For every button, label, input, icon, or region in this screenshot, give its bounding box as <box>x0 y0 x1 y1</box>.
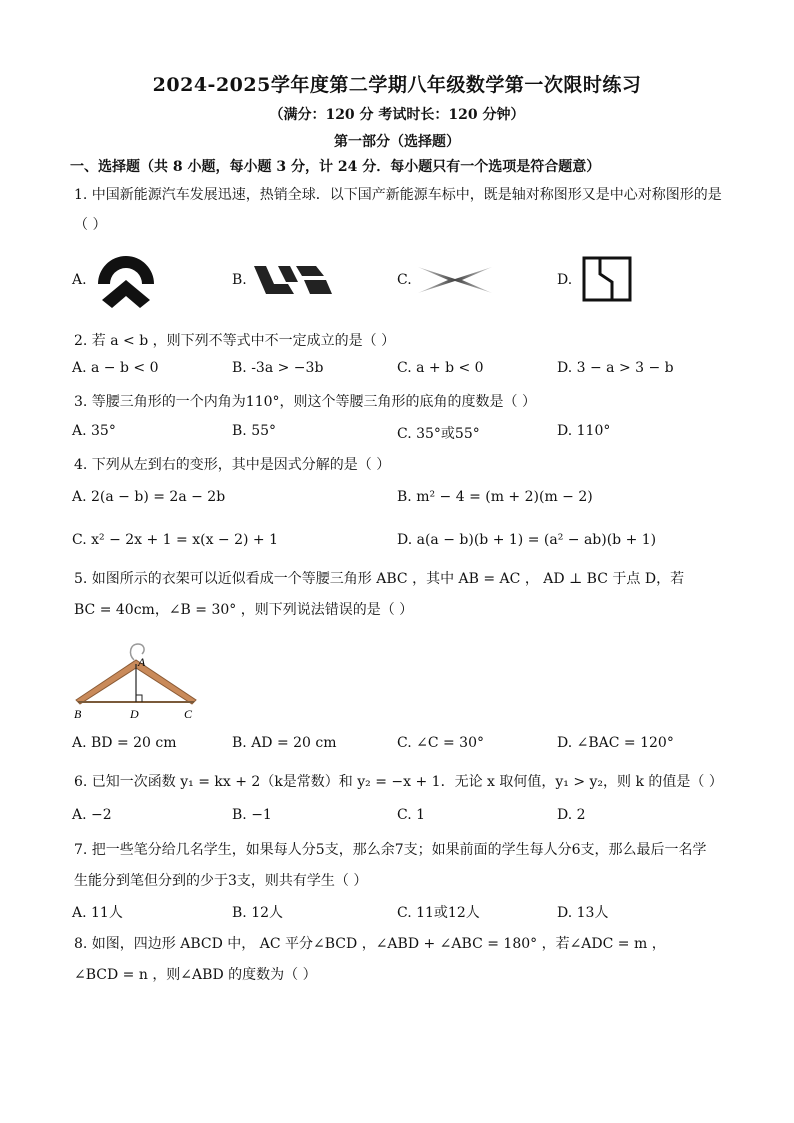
q1-option-c: C. <box>397 272 412 288</box>
q6-option-d: D. 2 <box>557 807 586 823</box>
q5-option-a: A. BD = 20 cm <box>72 735 177 751</box>
q3-stem: 3. 等腰三角形的一个内角为110°，则这个等腰三角形的底角的度数是（ ） <box>74 394 536 410</box>
q6-stem: 6. 已知一次函数 y₁ = kx + 2（k是常数）和 y₂ = −x + 1．无论 x 取何值，y₁ > y₂，则 k 的值是（ ） <box>74 774 723 790</box>
q7-stem-cont: 生能分到笔但分到的少于3支，则共有学生（ ） <box>74 873 368 889</box>
q6-option-a: A. −2 <box>72 807 112 823</box>
q5-option-c: C. ∠C = 30° <box>397 735 485 751</box>
q1-option-a: A. <box>72 272 87 288</box>
q1-stem-cont: （ ） <box>74 217 107 233</box>
q3-option-d: D. 110° <box>557 423 611 439</box>
q5-option-d: D. ∠BAC = 120° <box>557 735 674 751</box>
score-info: （满分：120 分 考试时长：120 分钟） <box>269 107 525 123</box>
q4-option-a: A. 2(a − b) = 2a − 2b <box>72 489 226 505</box>
q4-stem: 4. 下列从左到右的变形，其中是因式分解的是（ ） <box>74 457 391 473</box>
hanger-figure <box>72 640 202 728</box>
q8-stem: 8. 如图，四边形 ABCD 中， AC 平分∠BCD ，∠ABD + ∠ABC = 180° ，若∠ADC = m ， <box>74 936 666 952</box>
q5-option-b: B. AD = 20 cm <box>232 735 337 751</box>
q1-option-b: B. <box>232 272 247 288</box>
q2-option-b: B. -3a > −3b <box>232 360 324 376</box>
label-d: D <box>130 707 139 721</box>
q4-option-b: B. m² − 4 = (m + 2)(m − 2) <box>397 489 593 505</box>
label-a: A <box>138 655 146 669</box>
q2-option-c: C. a + b < 0 <box>397 360 484 376</box>
q7-option-c: C. 11或12人 <box>397 905 480 921</box>
q6-option-b: B. −1 <box>232 807 272 823</box>
q1-stem: 1. 中国新能源汽车发展迅速，热销全球．以下国产新能源车标中，既是轴对称图形又是中心对称图形的是 <box>74 187 722 203</box>
q8-stem-cont: ∠BCD = n ，则∠ABD 的度数为（ ） <box>74 967 317 983</box>
square-logo-icon <box>582 256 632 306</box>
q2-option-d: D. 3 − a > 3 − b <box>557 360 674 376</box>
q2-stem: 2. 若 a < b ，则下列不等式中不一定成立的是（ ） <box>74 333 396 349</box>
q7-option-d: D. 13人 <box>557 905 609 921</box>
exam-title: 2024-2025学年度第二学期八年级数学第一次限时练习 <box>152 74 642 96</box>
label-b: B <box>74 707 82 721</box>
q7-option-b: B. 12人 <box>232 905 284 921</box>
q5-stem: 5. 如图所示的衣架可以近似看成一个等腰三角形 ABC ，其中 AB = AC ， AD ⊥ BC 于点 D，若 <box>74 571 685 587</box>
q3-option-c: C. 35°或55° <box>397 426 480 442</box>
q7-stem: 7. 把一些笔分给几名学生，如果每人分5支，那么余7支；如果前面的学生每人分6支，那么最后一名学 <box>74 842 707 858</box>
q1-option-d: D. <box>557 272 573 288</box>
q4-option-c: C. x² − 2x + 1 = x(x − 2) + 1 <box>72 532 279 548</box>
q5-stem-cont: BC = 40cm，∠B = 30° ，则下列说法错误的是（ ） <box>74 602 414 618</box>
q7-option-a: A. 11人 <box>72 905 123 921</box>
lynk-logo-icon <box>254 264 332 298</box>
part-heading: 第一部分（选择题） <box>334 134 460 150</box>
q3-option-b: B. 55° <box>232 423 277 439</box>
label-c: C <box>184 707 193 721</box>
section-heading: 一、选择题（共 8 小题，每小题 3 分，计 24 分．每小题只有一个选项是符合题意） <box>70 159 601 175</box>
q4-option-d: D. a(a − b)(b + 1) = (a² − ab)(b + 1) <box>397 532 657 548</box>
q3-option-a: A. 35° <box>72 423 116 439</box>
xpeng-logo-icon <box>418 265 492 299</box>
q6-option-c: C. 1 <box>397 807 426 823</box>
nio-logo-icon <box>94 250 158 316</box>
q2-option-a: A. a − b < 0 <box>72 360 159 376</box>
